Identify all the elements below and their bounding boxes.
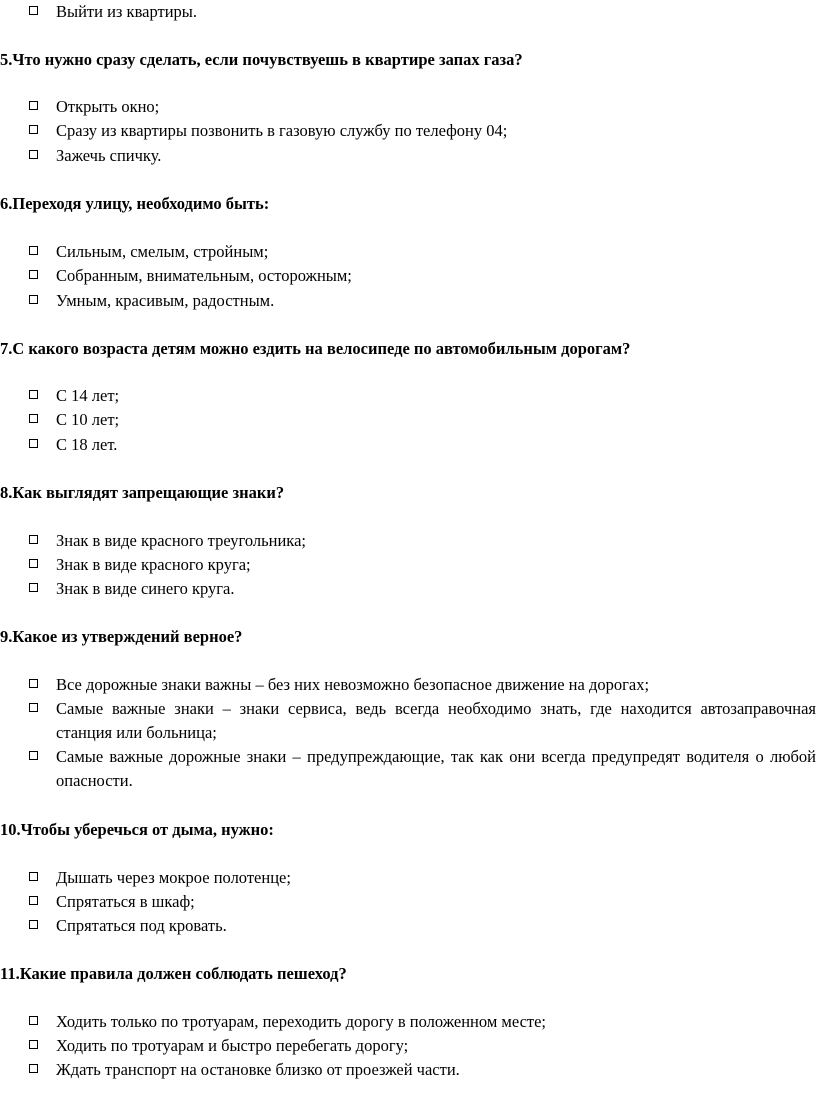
option-text: Ходить по тротуарам и быстро перебегать дорогу; <box>56 1036 409 1055</box>
checkbox-icon[interactable] <box>29 246 38 255</box>
answer-option <box>29 697 816 745</box>
answer-option <box>29 890 816 914</box>
answer-option <box>29 289 816 313</box>
answer-option <box>29 119 816 143</box>
checkbox-icon[interactable] <box>29 390 38 399</box>
checkbox-icon[interactable] <box>29 535 38 544</box>
option-text: Ждать транспорт на остановке близко от проезжей части. <box>56 1060 460 1079</box>
option-text: Самые важные знаки – знаки сервиса, ведь всегда необходимо знать, где находится автозаправочная станция или больница; <box>56 699 816 742</box>
answer-option <box>29 1010 816 1034</box>
checkbox-icon[interactable] <box>29 751 38 760</box>
checkbox-icon[interactable] <box>29 920 38 929</box>
option-text: Самые важные дорожные знаки – предупреждающие, так как они всегда предупредят водителя о любой опасности. <box>56 747 816 790</box>
option-text: С 14 лет; <box>56 386 120 405</box>
option-text: Ходить только по тротуарам, переходить дорогу в положенном месте; <box>56 1012 547 1031</box>
option-text: Спрятаться в шкаф; <box>56 892 195 911</box>
checkbox-icon[interactable] <box>29 6 38 15</box>
question-6: 6.Переходя улицу, необходимо быть: <box>0 194 270 213</box>
answer-option <box>29 553 816 577</box>
answer-option <box>29 144 816 168</box>
option-text: Сразу из квартиры позвонить в газовую службу по телефону 04; <box>56 121 508 140</box>
question-8: 8.Как выглядят запрещающие знаки? <box>0 483 285 502</box>
checkbox-icon[interactable] <box>29 896 38 905</box>
option-text: С 10 лет; <box>56 410 120 429</box>
answer-option <box>29 384 816 408</box>
answer-option <box>29 577 816 601</box>
answer-option <box>29 1034 816 1058</box>
checkbox-icon[interactable] <box>29 125 38 134</box>
answer-option <box>29 673 816 697</box>
option-text: Выйти из квартиры. <box>56 2 198 21</box>
answer-option <box>29 408 816 432</box>
option-text: Знак в виде синего круга. <box>56 579 235 598</box>
answer-option <box>29 866 816 890</box>
answer-option <box>29 745 816 793</box>
checkbox-icon[interactable] <box>29 679 38 688</box>
checkbox-icon[interactable] <box>29 150 38 159</box>
question-9: 9.Какое из утверждений верное? <box>0 627 243 646</box>
answer-option <box>29 240 816 264</box>
option-text: Открыть окно; <box>56 97 160 116</box>
answer-option <box>29 0 816 24</box>
checkbox-icon[interactable] <box>29 414 38 423</box>
checkbox-icon[interactable] <box>29 1040 38 1049</box>
question-7: 7.С какого возраста детям можно ездить на велосипеде по автомобильным дорогам? <box>0 339 631 358</box>
checkbox-icon[interactable] <box>29 1064 38 1073</box>
checkbox-icon[interactable] <box>29 270 38 279</box>
option-text: Сильным, смелым, стройным; <box>56 242 269 261</box>
option-text: Знак в виде красного круга; <box>56 555 251 574</box>
answer-option <box>29 95 816 119</box>
option-text: Спрятаться под кровать. <box>56 916 227 935</box>
option-text: Все дорожные знаки важны – без них невозможно безопасное движение на дорогах; <box>56 675 650 694</box>
option-text: Умным, красивым, радостным. <box>56 291 275 310</box>
checkbox-icon[interactable] <box>29 439 38 448</box>
checkbox-icon[interactable] <box>29 703 38 712</box>
answer-option <box>29 914 816 938</box>
answer-option <box>29 264 816 288</box>
answer-option <box>29 529 816 553</box>
checkbox-icon[interactable] <box>29 1016 38 1025</box>
question-11: 11.Какие правила должен соблюдать пешеход? <box>0 964 347 983</box>
checkbox-icon[interactable] <box>29 295 38 304</box>
option-text: Собранным, внимательным, осторожным; <box>56 266 352 285</box>
option-text: Дышать через мокрое полотенце; <box>56 868 291 887</box>
option-text: Зажечь спичку. <box>56 146 162 165</box>
question-10: 10.Чтобы уберечься от дыма, нужно: <box>0 820 274 839</box>
checkbox-icon[interactable] <box>29 101 38 110</box>
answer-option <box>29 1058 816 1082</box>
question-5: 5.Что нужно сразу сделать, если почувствуешь в квартире запах газа? <box>0 50 523 69</box>
option-text: С 18 лет. <box>56 435 118 454</box>
answer-option <box>29 433 816 457</box>
checkbox-icon[interactable] <box>29 872 38 881</box>
option-text: Знак в виде красного треугольника; <box>56 531 306 550</box>
checkbox-icon[interactable] <box>29 559 38 568</box>
checkbox-icon[interactable] <box>29 583 38 592</box>
